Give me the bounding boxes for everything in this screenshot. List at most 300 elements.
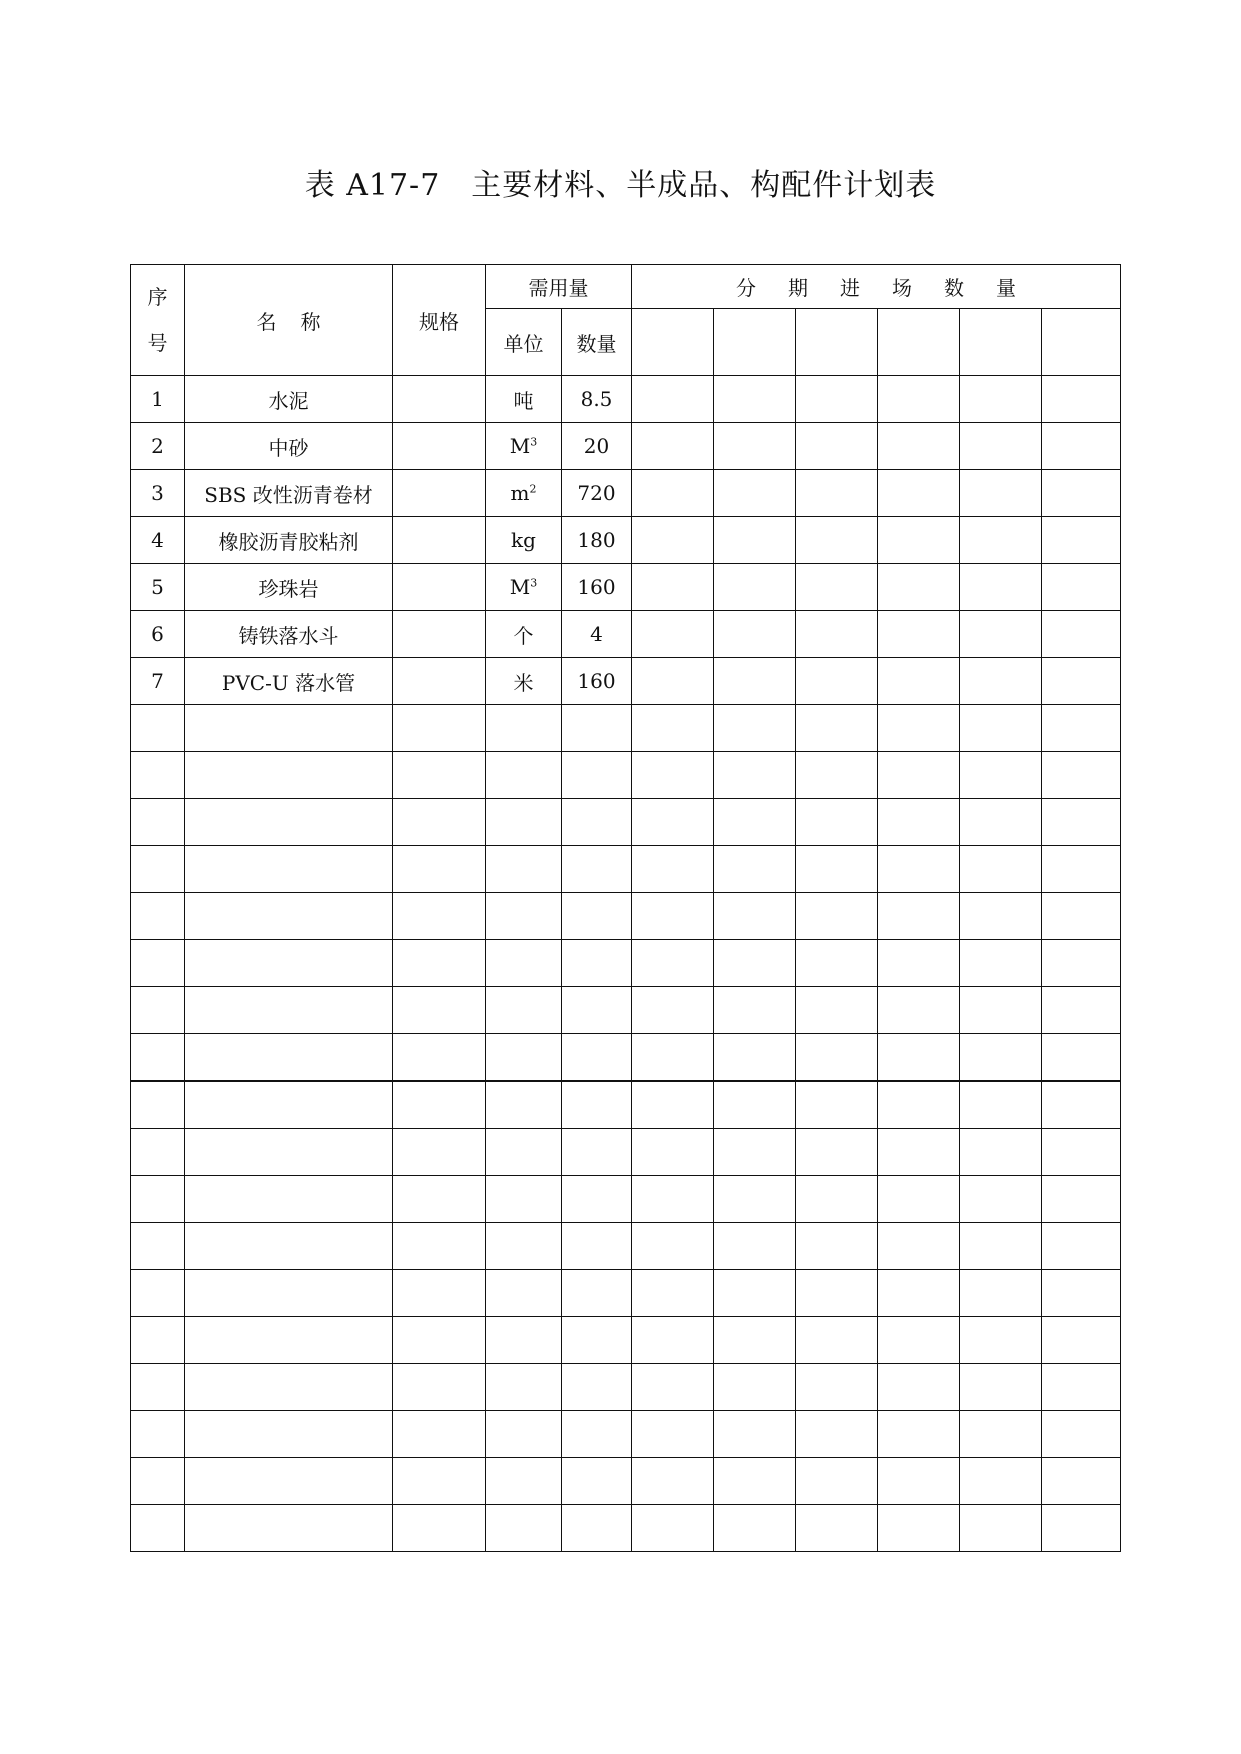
cell-phase-5[interactable] [960,1270,1042,1317]
cell-seq [131,1034,185,1082]
cell-unit[interactable] [486,987,562,1034]
unit-base: m [510,481,530,505]
cell-spec[interactable] [393,1505,486,1552]
cell-phase-4[interactable] [878,846,960,893]
cell-seq [131,1223,185,1270]
cell-phase-1[interactable] [632,705,714,752]
cell-phase-1[interactable] [632,1505,714,1552]
cell-phase-6[interactable] [1042,470,1121,517]
cell-unit[interactable]: kg [486,517,562,564]
cell-spec[interactable] [393,611,486,658]
cell-phase-1[interactable] [632,1176,714,1223]
cell-unit[interactable] [486,1129,562,1176]
cell-spec[interactable] [393,846,486,893]
cell-phase-5[interactable] [960,1364,1042,1411]
cell-quantity[interactable] [562,1176,632,1223]
cell-name[interactable] [185,1081,393,1129]
cell-phase-5[interactable] [960,940,1042,987]
cell-phase-1[interactable] [632,1034,714,1082]
cell-phase-2[interactable] [714,1034,796,1082]
cell-phase-3[interactable] [796,1317,878,1364]
cell-unit[interactable] [486,799,562,846]
cell-phase-6[interactable] [1042,1505,1121,1552]
cell-unit[interactable] [486,1223,562,1270]
cell-seq: 5 [131,564,185,611]
table-row [131,611,1121,658]
cell-unit[interactable] [486,1176,562,1223]
cell-phase-2[interactable] [714,1223,796,1270]
cell-phase-1[interactable] [632,893,714,940]
cell-phase-4[interactable] [878,1458,960,1505]
cell-phase-6[interactable] [1042,752,1121,799]
cell-spec[interactable] [393,376,486,423]
cell-phase-2[interactable] [714,470,796,517]
cell-seq [131,1129,185,1176]
header-seq [131,265,185,376]
cell-phase-6[interactable] [1042,517,1121,564]
header-seq-line1: 序 [147,285,168,309]
cell-phase-2[interactable] [714,611,796,658]
cell-phase-1[interactable] [632,1458,714,1505]
cell-phase-2[interactable] [714,1505,796,1552]
cell-phase-1[interactable] [632,1411,714,1458]
cell-phase-3[interactable] [796,517,878,564]
cell-unit[interactable]: 个 [486,611,562,658]
cell-spec[interactable] [393,658,486,705]
cell-seq: 7 [131,658,185,705]
cell-unit[interactable] [486,1411,562,1458]
cell-unit[interactable]: 吨 [486,376,562,423]
cell-seq [131,1505,185,1552]
cell-name[interactable] [185,799,393,846]
table-row [131,987,1121,1034]
cell-phase-2[interactable] [714,940,796,987]
cell-quantity[interactable] [562,1505,632,1552]
phase-col-3[interactable] [796,309,878,376]
cell-quantity[interactable] [562,1458,632,1505]
unit-base: M [509,575,531,599]
cell-unit[interactable] [486,940,562,987]
cell-phase-6[interactable] [1042,940,1121,987]
cell-phase-4[interactable] [878,893,960,940]
cell-spec[interactable] [393,1081,486,1129]
cell-phase-2[interactable] [714,987,796,1034]
header-spec: 规格 [393,265,486,376]
cell-quantity[interactable]: 160 [562,564,632,611]
cell-phase-5[interactable] [960,1458,1042,1505]
cell-phase-4[interactable] [878,799,960,846]
cell-quantity[interactable] [562,940,632,987]
cell-phase-5[interactable] [960,564,1042,611]
cell-name[interactable] [185,1034,393,1082]
cell-phase-4[interactable] [878,1081,960,1129]
cell-phase-6[interactable] [1042,1270,1121,1317]
table-row [131,1317,1121,1364]
cell-spec[interactable] [393,564,486,611]
cell-phase-3[interactable] [796,893,878,940]
cell-quantity[interactable] [562,1270,632,1317]
cell-seq [131,940,185,987]
cell-name[interactable] [185,846,393,893]
cell-phase-1[interactable] [632,1223,714,1270]
unit-superscript: 2 [529,482,537,496]
cell-name[interactable]: 中砂 [185,423,393,470]
cell-unit[interactable] [486,1034,562,1082]
cell-phase-1[interactable] [632,799,714,846]
cell-spec[interactable] [393,1176,486,1223]
cell-name[interactable] [185,1411,393,1458]
cell-phase-4[interactable] [878,1411,960,1458]
cell-spec[interactable] [393,1411,486,1458]
cell-quantity[interactable] [562,705,632,752]
cell-name[interactable] [185,752,393,799]
cell-phase-5[interactable] [960,1411,1042,1458]
cell-phase-6[interactable] [1042,1129,1121,1176]
cell-phase-5[interactable] [960,611,1042,658]
cell-phase-6[interactable] [1042,1411,1121,1458]
cell-quantity[interactable] [562,799,632,846]
header-seq-line2: 号 [147,331,168,355]
cell-quantity[interactable]: 160 [562,658,632,705]
cell-quantity[interactable] [562,752,632,799]
table-row [131,564,1121,611]
cell-phase-6[interactable] [1042,658,1121,705]
cell-quantity[interactable] [562,1081,632,1129]
cell-phase-6[interactable] [1042,987,1121,1034]
cell-phase-1[interactable] [632,611,714,658]
cell-spec[interactable] [393,752,486,799]
cell-phase-3[interactable] [796,1034,878,1082]
header-quantity: 数量 [562,309,632,376]
cell-name[interactable]: 铸铁落水斗 [185,611,393,658]
cell-spec[interactable] [393,1458,486,1505]
cell-phase-2[interactable] [714,517,796,564]
unit-superscript: 3 [530,576,538,590]
cell-phase-6[interactable] [1042,846,1121,893]
cell-phase-2[interactable] [714,376,796,423]
cell-quantity[interactable]: 720 [562,470,632,517]
phase-col-4[interactable] [878,309,960,376]
cell-phase-3[interactable] [796,987,878,1034]
cell-name[interactable] [185,940,393,987]
cell-phase-3[interactable] [796,799,878,846]
cell-phase-2[interactable] [714,564,796,611]
cell-phase-5[interactable] [960,1176,1042,1223]
cell-phase-4[interactable] [878,1176,960,1223]
cell-phase-5[interactable] [960,658,1042,705]
cell-unit[interactable] [486,1270,562,1317]
cell-name[interactable] [185,987,393,1034]
cell-phase-3[interactable] [796,658,878,705]
phase-col-5[interactable] [960,309,1042,376]
cell-seq [131,705,185,752]
cell-seq [131,1458,185,1505]
cell-name[interactable] [185,1317,393,1364]
cell-phase-4[interactable] [878,705,960,752]
cell-phase-2[interactable] [714,1081,796,1129]
cell-seq: 4 [131,517,185,564]
cell-unit[interactable] [486,752,562,799]
header-row [131,265,1121,309]
cell-phase-5[interactable] [960,1505,1042,1552]
cell-phase-3[interactable] [796,846,878,893]
table-row [131,1081,1121,1129]
cell-phase-6[interactable] [1042,564,1121,611]
cell-phase-6[interactable] [1042,1317,1121,1364]
cell-name[interactable] [185,1129,393,1176]
cell-phase-6[interactable] [1042,1364,1121,1411]
cell-phase-6[interactable] [1042,1081,1121,1129]
cell-phase-3[interactable] [796,940,878,987]
cell-phase-3[interactable] [796,1505,878,1552]
cell-spec[interactable] [393,1223,486,1270]
cell-unit[interactable]: 米 [486,658,562,705]
cell-phase-5[interactable] [960,1081,1042,1129]
cell-spec[interactable] [393,987,486,1034]
cell-spec[interactable] [393,705,486,752]
cell-seq [131,1317,185,1364]
cell-spec[interactable] [393,1034,486,1082]
cell-phase-4[interactable] [878,987,960,1034]
cell-phase-4[interactable] [878,517,960,564]
cell-unit[interactable] [486,423,562,470]
cell-phase-2[interactable] [714,705,796,752]
cell-phase-4[interactable] [878,1223,960,1270]
cell-phase-5[interactable] [960,893,1042,940]
cell-name[interactable]: 水泥 [185,376,393,423]
cell-phase-5[interactable] [960,1223,1042,1270]
cell-phase-2[interactable] [714,1411,796,1458]
cell-phase-3[interactable] [796,1364,878,1411]
table-row [131,752,1121,799]
table-row [131,1364,1121,1411]
cell-phase-2[interactable] [714,799,796,846]
cell-phase-1[interactable] [632,376,714,423]
cell-phase-5[interactable] [960,1129,1042,1176]
cell-phase-6[interactable] [1042,376,1121,423]
cell-name[interactable] [185,1223,393,1270]
cell-phase-2[interactable] [714,1458,796,1505]
cell-spec[interactable] [393,799,486,846]
cell-phase-6[interactable] [1042,705,1121,752]
cell-phase-2[interactable] [714,1364,796,1411]
cell-quantity[interactable] [562,1364,632,1411]
cell-phase-1[interactable] [632,423,714,470]
cell-quantity[interactable]: 8.5 [562,376,632,423]
cell-phase-4[interactable] [878,376,960,423]
cell-phase-6[interactable] [1042,1223,1121,1270]
cell-phase-3[interactable] [796,1081,878,1129]
cell-name[interactable] [185,893,393,940]
cell-quantity[interactable] [562,987,632,1034]
cell-phase-3[interactable] [796,752,878,799]
cell-unit[interactable] [486,470,562,517]
cell-phase-5[interactable] [960,517,1042,564]
cell-phase-4[interactable] [878,564,960,611]
cell-phase-4[interactable] [878,1129,960,1176]
header-demand: 需用量 [486,265,632,309]
cell-name[interactable]: PVC-U 落水管 [185,658,393,705]
cell-name[interactable]: 橡胶沥青胶粘剂 [185,517,393,564]
cell-phase-3[interactable] [796,1176,878,1223]
cell-phase-2[interactable] [714,1270,796,1317]
cell-quantity[interactable] [562,1317,632,1364]
cell-seq [131,987,185,1034]
cell-quantity[interactable] [562,1129,632,1176]
cell-spec[interactable] [393,470,486,517]
table-row [131,423,1121,470]
cell-phase-4[interactable] [878,1270,960,1317]
cell-phase-6[interactable] [1042,799,1121,846]
cell-phase-5[interactable] [960,752,1042,799]
cell-phase-3[interactable] [796,705,878,752]
cell-phase-2[interactable] [714,1317,796,1364]
cell-spec[interactable] [393,1317,486,1364]
cell-phase-1[interactable] [632,1270,714,1317]
phase-col-1[interactable] [632,309,714,376]
cell-phase-2[interactable] [714,893,796,940]
cell-phase-1[interactable] [632,1129,714,1176]
cell-phase-4[interactable] [878,423,960,470]
cell-unit[interactable] [486,705,562,752]
cell-spec[interactable] [393,1364,486,1411]
cell-phase-3[interactable] [796,470,878,517]
cell-phase-2[interactable] [714,658,796,705]
table-row [131,1034,1121,1082]
cell-phase-4[interactable] [878,1317,960,1364]
cell-phase-1[interactable] [632,846,714,893]
cell-phase-5[interactable] [960,987,1042,1034]
cell-unit[interactable] [486,1081,562,1129]
cell-name[interactable] [185,1364,393,1411]
table-row [131,517,1121,564]
cell-phase-3[interactable] [796,1223,878,1270]
cell-phase-1[interactable] [632,564,714,611]
cell-phase-5[interactable] [960,376,1042,423]
cell-phase-4[interactable] [878,1034,960,1082]
cell-phase-3[interactable] [796,1411,878,1458]
cell-phase-6[interactable] [1042,1034,1121,1082]
cell-name[interactable] [185,1458,393,1505]
table-row [131,940,1121,987]
cell-phase-1[interactable] [632,987,714,1034]
table-row [131,658,1121,705]
cell-phase-5[interactable] [960,846,1042,893]
cell-unit[interactable] [486,893,562,940]
cell-quantity[interactable] [562,1223,632,1270]
cell-phase-4[interactable] [878,658,960,705]
cell-phase-6[interactable] [1042,1458,1121,1505]
cell-phase-4[interactable] [878,470,960,517]
cell-phase-6[interactable] [1042,611,1121,658]
cell-phase-1[interactable] [632,470,714,517]
cell-quantity[interactable]: 20 [562,423,632,470]
cell-unit[interactable] [486,846,562,893]
cell-unit[interactable] [486,1317,562,1364]
cell-spec[interactable] [393,940,486,987]
cell-phase-1[interactable] [632,658,714,705]
cell-phase-5[interactable] [960,705,1042,752]
cell-phase-4[interactable] [878,752,960,799]
cell-phase-5[interactable] [960,423,1042,470]
cell-phase-1[interactable] [632,1081,714,1129]
cell-phase-6[interactable] [1042,423,1121,470]
cell-name[interactable] [185,1505,393,1552]
unit-superscript: 3 [530,435,538,449]
cell-phase-4[interactable] [878,1364,960,1411]
cell-quantity[interactable]: 4 [562,611,632,658]
cell-phase-2[interactable] [714,1129,796,1176]
cell-unit[interactable] [486,1458,562,1505]
cell-name[interactable]: 珍珠岩 [185,564,393,611]
cell-phase-3[interactable] [796,564,878,611]
phase-col-6[interactable] [1042,309,1121,376]
cell-phase-2[interactable] [714,423,796,470]
cell-phase-1[interactable] [632,752,714,799]
cell-phase-1[interactable] [632,517,714,564]
cell-unit[interactable] [486,564,562,611]
cell-unit[interactable] [486,1505,562,1552]
cell-name[interactable] [185,1270,393,1317]
cell-name[interactable] [185,705,393,752]
header-phased-label: 分期进场数量 [736,276,1048,300]
cell-spec[interactable] [393,1270,486,1317]
cell-phase-4[interactable] [878,940,960,987]
cell-phase-5[interactable] [960,799,1042,846]
cell-spec[interactable] [393,517,486,564]
cell-phase-6[interactable] [1042,1176,1121,1223]
cell-phase-1[interactable] [632,1317,714,1364]
cell-spec[interactable] [393,893,486,940]
cell-phase-1[interactable] [632,1364,714,1411]
cell-phase-3[interactable] [796,1129,878,1176]
cell-spec[interactable] [393,423,486,470]
cell-seq: 2 [131,423,185,470]
cell-phase-5[interactable] [960,470,1042,517]
cell-phase-3[interactable] [796,1458,878,1505]
cell-seq: 1 [131,376,185,423]
phase-col-2[interactable] [714,309,796,376]
cell-quantity[interactable] [562,846,632,893]
cell-quantity[interactable] [562,1411,632,1458]
cell-phase-3[interactable] [796,611,878,658]
cell-name[interactable] [185,1176,393,1223]
cell-phase-6[interactable] [1042,893,1121,940]
cell-phase-2[interactable] [714,846,796,893]
cell-phase-2[interactable] [714,1176,796,1223]
cell-phase-2[interactable] [714,752,796,799]
cell-phase-3[interactable] [796,423,878,470]
cell-quantity[interactable] [562,893,632,940]
table-row [131,705,1121,752]
cell-phase-3[interactable] [796,1270,878,1317]
table-row [131,470,1121,517]
cell-phase-5[interactable] [960,1034,1042,1082]
cell-unit[interactable] [486,1364,562,1411]
cell-phase-1[interactable] [632,940,714,987]
cell-spec[interactable] [393,1129,486,1176]
cell-quantity[interactable] [562,1034,632,1082]
cell-quantity[interactable]: 180 [562,517,632,564]
material-plan-table [130,264,1121,1552]
cell-phase-4[interactable] [878,611,960,658]
cell-seq [131,1411,185,1458]
cell-phase-3[interactable] [796,376,878,423]
cell-phase-5[interactable] [960,1317,1042,1364]
cell-phase-4[interactable] [878,1505,960,1552]
table-row [131,1411,1121,1458]
cell-name[interactable]: SBS 改性沥青卷材 [185,470,393,517]
